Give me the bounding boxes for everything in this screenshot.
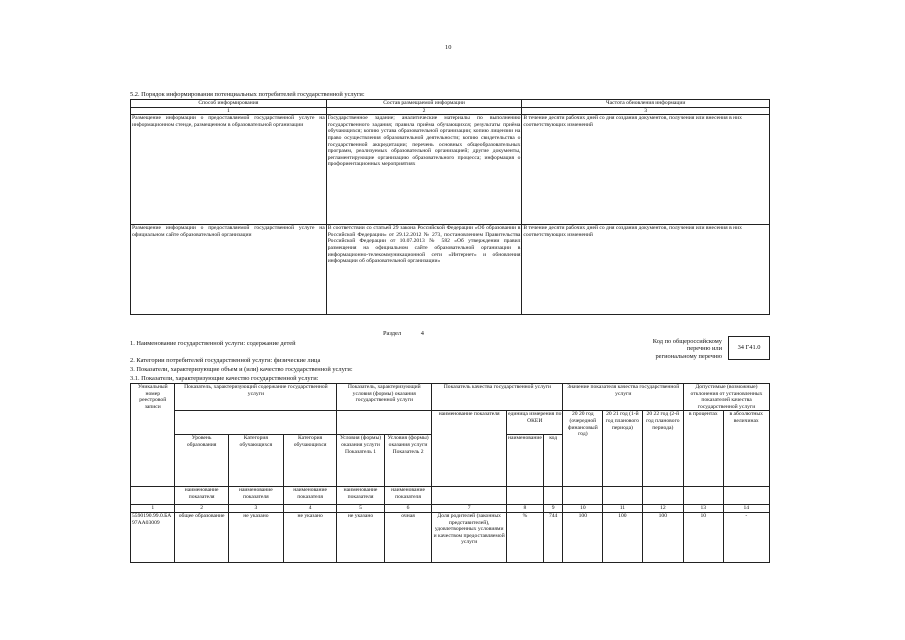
- service-name: 1. Наименование государственной услуги: содержание детей: [130, 340, 296, 347]
- quality-table: [130, 383, 770, 563]
- row-method: Размещение информации о предоставляемой государственной услуге на информационном стенде, размещенном в образовательной организации: [131, 115, 327, 225]
- code-label-line: перечню или: [686, 345, 722, 353]
- col-num: 7: [432, 505, 507, 513]
- volume-quality-line: 3. Показатели, характеризующие объем и (или) качество государственной услуги:: [130, 366, 353, 373]
- row-content: Государственное задание; аналитические материалы по выполнению государственного задания; правила приёма обучающихся; результаты приёма обучающихся; копию устава образовательной организации; копию лицензии на право осуществления образовательной деятельности; копию свидетельства о государственной аккредитации; перечень основных общеобразовательных программ, реализуемых образовательной организацией; другие документы, регламентирующие организацию образовательного процесса; информация о профориентационных мероприятиях: [326, 115, 522, 225]
- cell-unit: %: [507, 512, 544, 562]
- sub-level: Уровень образования: [175, 435, 228, 487]
- row-frequency: В течение десяти рабочих дней со дня создания документов, получения или внесения в них соответствующих изменений: [522, 115, 770, 225]
- cell-code: 744: [543, 512, 563, 562]
- section-number: 4: [420, 330, 424, 337]
- informing-table: [130, 99, 770, 315]
- sub-name: наименование показателя: [337, 487, 385, 505]
- consumer-category: 2. Категории потребителей государственной услуги: физические лица: [130, 357, 321, 364]
- registry-code: 34 Г41.0: [737, 344, 761, 352]
- col-num: 5: [337, 505, 385, 513]
- section-heading: [383, 330, 424, 337]
- header-condition: Показатель, характеризующий условия (формы) оказания государственной услуги: [337, 384, 432, 411]
- sub-name: наименование показателя: [283, 487, 336, 505]
- header-unit-name: наименование: [507, 435, 544, 487]
- blank: [543, 487, 563, 505]
- row-method: Размещение информации о предоставляемой государственной услуге на официальном сайте образовательной организации: [131, 225, 327, 315]
- cell-value-3: 100: [642, 512, 683, 562]
- col-num: 2: [175, 505, 228, 513]
- cell-indicator: Доля родителей (законных представителей), удовлетворенных условиями и качеством предоставляемой услуги: [432, 512, 507, 562]
- header-content: Показатель, характеризующий содержание государственной услуги: [175, 384, 337, 411]
- sub-name: наименование показателя: [384, 487, 432, 505]
- code-label-line: региональному перечню: [655, 352, 722, 360]
- col-num: 3: [522, 107, 770, 115]
- content-sub-blank: [175, 411, 337, 435]
- blank: [723, 487, 770, 505]
- section-5-2-title: 5.2. Порядок информирования потенциальных потребителей государственной услуги:: [130, 91, 365, 98]
- header-frequency: Частота обновления информации: [522, 100, 770, 108]
- row-frequency: В течение десяти рабочих дней со дня создания документов, получения или внесения в них соответствующих изменений: [522, 225, 770, 315]
- header-unit-code: код: [543, 435, 563, 487]
- blank: [131, 487, 175, 505]
- sub-name: наименование показателя: [228, 487, 283, 505]
- page-number: 10: [445, 44, 452, 51]
- cell-level: общее образование: [175, 512, 228, 562]
- blank: [507, 487, 544, 505]
- cell-dev-pct: 10: [684, 512, 723, 562]
- header-unique: Уникальный номер реестровой записи: [131, 384, 175, 487]
- col-num: 1: [131, 505, 175, 513]
- cell-dev-abs: -: [723, 512, 770, 562]
- header-dev-pct: в процентах: [684, 411, 723, 487]
- header-unit: единица измерения по ОКЕИ: [507, 411, 563, 435]
- sub-name: наименование показателя: [175, 487, 228, 505]
- col-num: 9: [543, 505, 563, 513]
- registry-number: 5590190.99.0.БА97АА03009: [131, 512, 175, 562]
- header-dev-abs: в абсолютных величинах: [723, 411, 770, 487]
- cell-value-2: 100: [603, 512, 642, 562]
- col-num: 4: [283, 505, 336, 513]
- header-indicator-name: наименование показателя: [432, 411, 507, 487]
- code-label-line: Код по общероссийскому: [652, 338, 722, 345]
- header-deviation: Допустимые (возможные) отклонения от установленных показателей качества государственной услуги: [684, 384, 770, 411]
- header-content: Состав размещаемой информации: [326, 100, 522, 108]
- col-num: 14: [723, 505, 770, 513]
- header-method: Способ информирования: [131, 100, 327, 108]
- blank: [432, 487, 507, 505]
- col-num: 2: [326, 107, 522, 115]
- col-num: 10: [563, 505, 603, 513]
- header-quality: Показатель качества государственной услуги: [432, 384, 563, 411]
- cell-value-1: 100: [563, 512, 603, 562]
- col-num: 6: [384, 505, 432, 513]
- blank: [563, 487, 603, 505]
- registry-code-box: [728, 336, 770, 360]
- blank: [642, 487, 683, 505]
- section-label: Раздел: [383, 330, 402, 337]
- blank: [603, 487, 642, 505]
- sub-category: Категория обучающихся: [228, 435, 283, 487]
- row-content: В соответствии со статьей 29 закона Российской Федерации «Об образовании в Российской Федерации» от 29.12.2012 № 273, постановлением Правительства Российской Федерации от 10.07.2013 № 582 «Об утверждении правил размещения на официальном сайте образовательной организации в информационно-телекоммуникационной сети «Интернет» и обновления информации об образовательной организации»: [326, 225, 522, 315]
- col-num: 8: [507, 505, 544, 513]
- col-num: 1: [131, 107, 327, 115]
- cell-category: не указано: [283, 512, 336, 562]
- condition-sub-blank: [337, 411, 432, 435]
- cell-condition-1: не указано: [337, 512, 385, 562]
- col-num: 11: [603, 505, 642, 513]
- header-year-3: 20 22 год (2-й год планового периода): [642, 411, 683, 487]
- sub-category: Категория обучающихся: [283, 435, 336, 487]
- sub-condition-1: Условия (формы) оказания услуги Показатель 1: [337, 435, 385, 487]
- cell-condition-2: очная: [384, 512, 432, 562]
- col-num: 13: [684, 505, 723, 513]
- header-year-1: 20 20 год (очередной финансовый год): [563, 411, 603, 487]
- header-year-2: 20 21 год (1-й год планового периода): [603, 411, 642, 487]
- quality-title: 3.1. Показатели, характеризующие качество государственной услуги:: [130, 375, 319, 382]
- col-num: 3: [228, 505, 283, 513]
- col-num: 12: [642, 505, 683, 513]
- blank: [684, 487, 723, 505]
- code-label: [600, 338, 722, 360]
- sub-condition-2: Условия (формы) оказания услуги Показатель 2: [384, 435, 432, 487]
- cell-category: не указано: [228, 512, 283, 562]
- header-values: Значение показателя качества государственной услуги: [563, 384, 684, 411]
